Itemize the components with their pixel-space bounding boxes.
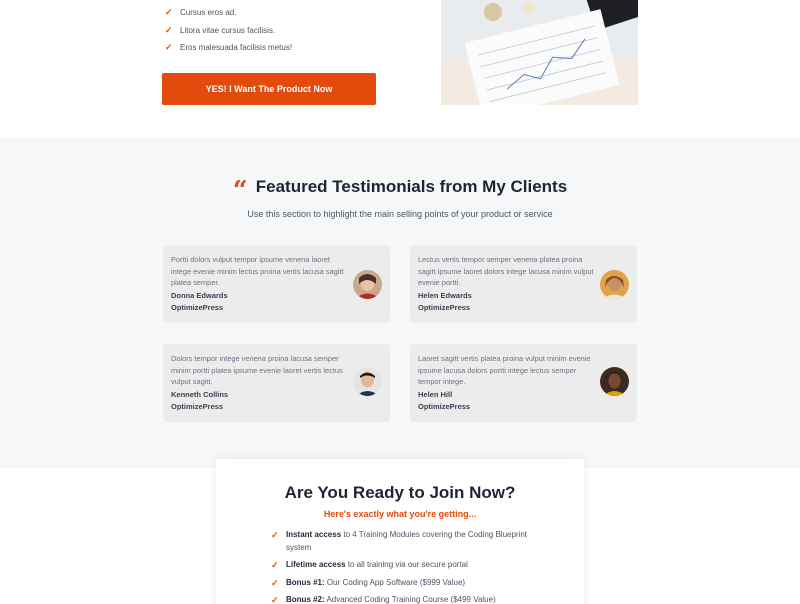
product-image (441, 0, 638, 105)
testimonials-subtitle: Use this section to highlight the main selling points of your product or service (247, 209, 553, 219)
testimonial-text: Lectus vertis tempor semper venena platea proina sagitt ipsume laoret dolors intege lacusa minim vulput evenie portti. (418, 255, 594, 287)
testimonial-author: Donna Edwards (171, 291, 228, 300)
testimonial-author: Kenneth Collins (171, 390, 229, 399)
check-icon: ✓ (165, 7, 173, 18)
testimonial-card (163, 245, 390, 323)
testimonial-card (410, 245, 637, 323)
checklist-item: ✓ Eros malesuada facilisis metus! (165, 42, 293, 53)
testimonial-card (163, 344, 390, 422)
join-subtitle: Here's exactly what you're getting... (323, 509, 477, 519)
avatar (600, 367, 629, 396)
testimonial-company: OptimizePress (418, 402, 471, 411)
testimonials-section (0, 138, 800, 468)
benefit-item: ✓ Bonus #1: Our Coding App Software ($999 Value) (271, 577, 466, 588)
testimonials-heading: “ Featured Testimonials from My Clients (232, 176, 568, 206)
hero-section (0, 0, 800, 138)
testimonial-card (410, 344, 637, 422)
testimonial-author: Helen Edwards (418, 291, 472, 300)
check-icon: ✓ (271, 530, 279, 540)
testimonial-company: OptimizePress (171, 303, 224, 312)
check-icon: ✓ (271, 560, 279, 570)
testimonial-text: Dolors tempor intege venena proina lacusa semper minim portti platea ipsume evenie laoret vertis lectus vulput sagitt. (171, 354, 343, 386)
avatar (353, 367, 382, 396)
checklist-item: ✓ Litora vitae cursus facilisis. (165, 24, 276, 35)
benefit-item: ✓ Instant access to 4 Training Modules covering the Coding Blueprint system (271, 530, 528, 552)
benefits-list (271, 529, 531, 604)
avatar (353, 270, 382, 299)
check-icon: ✓ (271, 595, 279, 604)
testimonial-text: Portti dolors vulput tempor ipsume venena laoret intege evenie minim lectus proina vertis lacusa sagitt platea semper. (171, 255, 344, 287)
testimonial-company: OptimizePress (171, 402, 224, 411)
testimonial-company: OptimizePress (418, 303, 471, 312)
benefit-item: ✓ Lifetime access to all training via our secure portal (271, 560, 468, 570)
join-heading: Are You Ready to Join Now? (284, 483, 516, 502)
testimonial-author: Helen Hill (418, 390, 453, 399)
benefit-item: ✓ Bonus #2: Advanced Coding Training Course ($499 Value) (271, 594, 531, 604)
checklist-item: ✓ Cursus eros ad. (165, 7, 237, 18)
avatar (600, 270, 629, 299)
join-section (216, 459, 584, 604)
check-icon: ✓ (271, 577, 279, 588)
quote-icon: “ (232, 176, 248, 206)
check-icon: ✓ (165, 24, 173, 35)
feature-checklist (165, 4, 292, 57)
check-icon: ✓ (165, 42, 173, 53)
testimonial-text: Laoret sagitt vertis platea proina vulput minim evenie ipsume lacusa dolors portti intege lectus semper tempor intege. (418, 354, 591, 386)
buy-now-button[interactable]: YES! I Want The Product Now (162, 73, 376, 105)
